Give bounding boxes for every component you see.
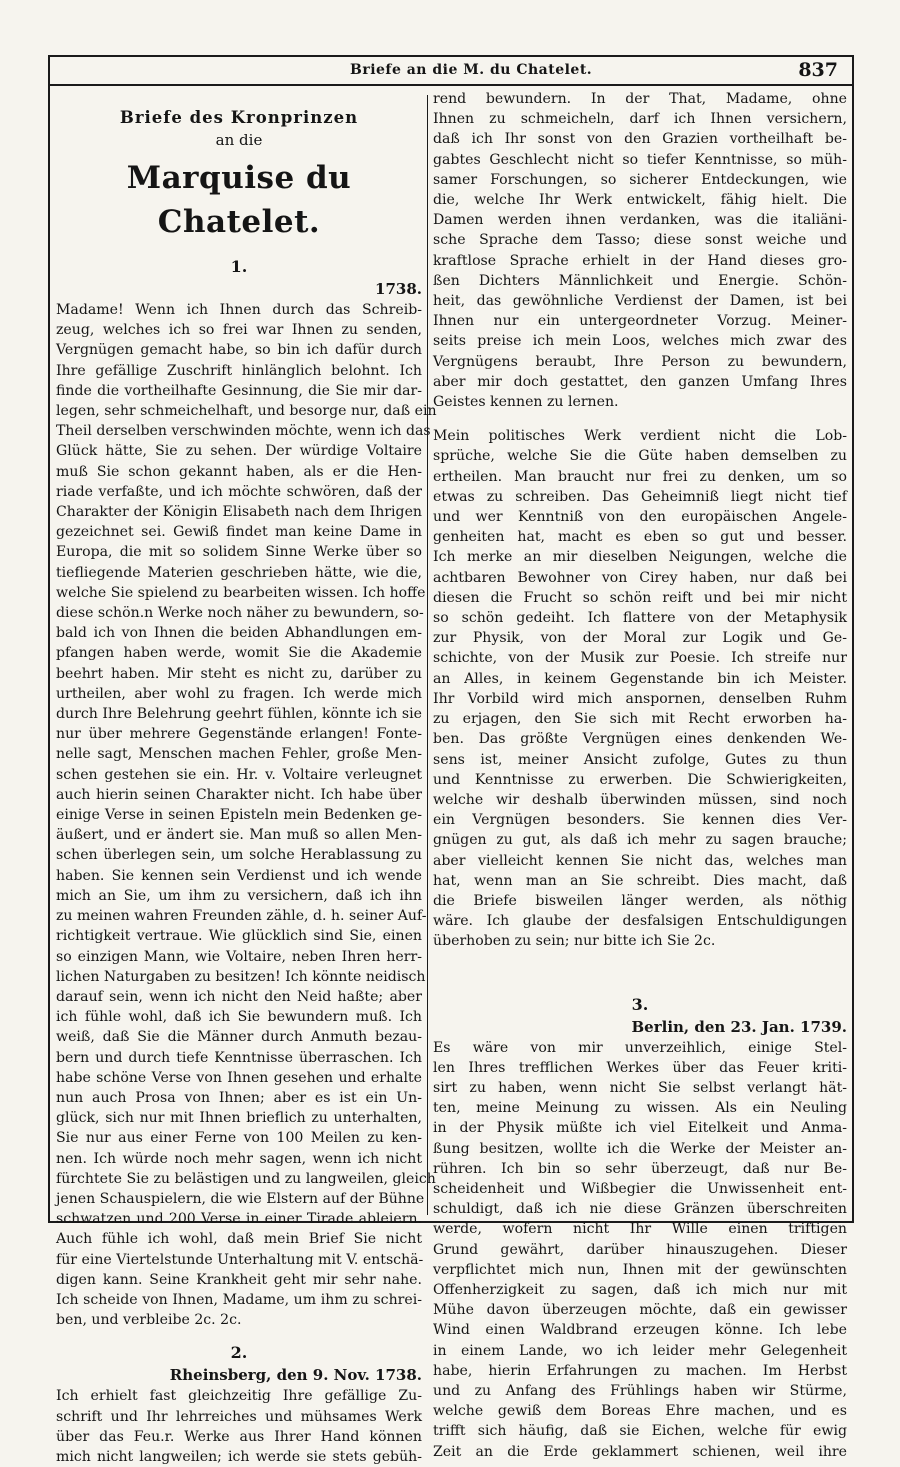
- text-line: Ihnen zu schmeicheln, darf ich Ihnen versichern,: [433, 111, 847, 128]
- text-line: die, welche Ihr Werk entwickelt, fähig hielt. Die: [433, 192, 847, 209]
- text-line: ben, und verbleibe 2c. 2c.: [56, 1312, 242, 1329]
- letter-3-body: [433, 1038, 847, 1462]
- text-line: Grund gewährt, darüber hinauszugehen. Dieser: [433, 1241, 847, 1258]
- text-line: finde die vortheilhafte Gesinnung, die Sie mir dar-: [56, 382, 422, 399]
- letter-1-date: 1738.: [375, 280, 422, 298]
- text-line: fürchtete Sie zu belästigen und zu langweilen, gleich: [56, 1170, 436, 1187]
- title-line-1: Briefe des Kronprinzen: [119, 108, 359, 127]
- text-line: Charakter der Königin Elisabeth nach dem Ihrigen: [56, 504, 422, 521]
- text-line: heit, das gewöhnliche Verdienst der Damen, ist bei: [433, 293, 847, 310]
- text-line: die Briefe bisweilen länger werden, als nöthig: [433, 892, 847, 909]
- text-line: sche Sprache dem Tasso; diese sonst weiche und: [433, 232, 847, 249]
- text-line: sprüche, welche Sie die Güte haben demselben zu: [433, 448, 847, 465]
- text-line: welche gewiß dem Boreas Ehre machen, und es: [433, 1403, 847, 1420]
- letter-2-continued: [433, 89, 847, 412]
- letter-2-body: [56, 1386, 422, 1467]
- text-line: achtbaren Bewohner von Cirey haben, nur daß bei: [433, 569, 847, 586]
- text-line: len Ihres trefflichen Werkes über das Feuer kriti-: [433, 1059, 847, 1076]
- text-line: Ich erhielt fast gleichzeitig Ihre gefällige Zu-: [56, 1388, 422, 1405]
- text-line: ßen Dichters Männlichkeit und Energie. Schön-: [433, 272, 847, 289]
- text-line: diesen die Frucht so schön reift und bei mir nicht: [433, 589, 847, 606]
- text-line: ein Vergnügen besonders. Sie kennen dies Ver-: [433, 812, 847, 829]
- page-number: 837: [798, 59, 838, 81]
- text-line: durch Ihre Belehrung geehrt fühlen, könnte ich sie: [56, 706, 422, 723]
- text-line: Mühe davon überzeugen möchte, daß ein gewisser: [433, 1302, 847, 1319]
- text-line: wäre. Ich glaube der desfalsigen Entschuldigungen: [433, 913, 847, 930]
- section-gap: [433, 952, 847, 982]
- text-line: ertheilen. Man braucht nur frei zu denken, um so: [433, 468, 847, 485]
- text-line: muß Sie schon gekannt haben, als er die Hen-: [56, 463, 422, 480]
- text-line: welche Sie spielend zu bearbeiten wissen. Ich hoffe: [56, 584, 426, 601]
- text-line: ßung besitzen, wollte ich die Werke der Meister an-: [433, 1140, 847, 1157]
- text-line: kraftlose Sprache erhielt in der Hand dieses gro-: [433, 252, 847, 269]
- letter-2-number: 2.: [230, 1343, 248, 1363]
- text-line: Damen werden ihnen verdanken, was die italiäni-: [433, 212, 847, 229]
- text-line: sens ist, meiner Ansicht zufolge, Gutes zu thun: [433, 751, 847, 768]
- letter-3-date: Berlin, den 23. Jan. 1739.: [631, 1017, 847, 1036]
- text-line: werde, wofern nicht Ihr Wille einen triftigen: [433, 1221, 847, 1238]
- text-line: Ihr Vorbild wird mich anspornen, denselben Ruhm: [433, 690, 847, 707]
- text-line: richtigkeit vertraue. Wie glücklich sind Sie, einen: [56, 928, 422, 945]
- text-line: ben. Das größte Vergnügen eines denkenden We-: [433, 731, 847, 748]
- letter-2-paragraph-2: [433, 426, 847, 951]
- text-line: äußert, und er ändert sie. Man muß so allen Men-: [56, 827, 422, 844]
- text-line: Zeit an die Erde geklammert schienen, weil ihre: [433, 1443, 847, 1460]
- letter-1-body: [56, 300, 437, 1330]
- text-line: scheidenheit und Wißbegier die Unwissenheit ent-: [433, 1180, 847, 1197]
- text-line: Es wäre von mir unverzeihlich, einige Stel-: [433, 1039, 847, 1056]
- text-line: sirt zu haben, wenn nicht Sie selbst verlangt hät-: [433, 1079, 847, 1096]
- text-line: Madame! Wenn ich Ihnen durch das Schreib-: [56, 302, 422, 318]
- title-main: Marquise du Chatelet.: [126, 160, 352, 240]
- text-line: rühren. Ich bin so sehr überzeugt, daß nur Be-: [433, 1160, 847, 1177]
- text-line: habe schöne Verse von Ihnen gesehen und erhalte: [56, 1069, 422, 1086]
- text-line: gnügen zu gut, als daß ich mehr zu sagen brauche;: [433, 832, 847, 849]
- text-line: Vergnügens beraubt, Ihre Person zu bewundern,: [433, 353, 847, 370]
- text-line: überhoben zu sein; nur bitte ich Sie 2c.: [433, 933, 716, 950]
- text-line: schuldigt, daß ich nie diese Gränzen überschreiten: [433, 1201, 847, 1218]
- text-line: digen kann. Seine Krankheit geht mir sehr nahe.: [56, 1271, 422, 1288]
- page-header: [50, 57, 852, 86]
- text-line: so einzigen Mann, wie Voltaire, neben Ihren herr-: [56, 948, 422, 965]
- text-line: nelle sagt, Menschen machen Fehler, große Men-: [56, 746, 422, 763]
- text-line: Geistes kennen zu lernen.: [433, 394, 619, 411]
- text-line: schen überlegen sein, um solche Herablassung zu: [56, 847, 422, 864]
- text-line: in der Physik müßte ich viel Eitelkeit und Anma-: [433, 1120, 847, 1137]
- text-line: habe, hierin Erfahrungen zu machen. Im Herbst: [433, 1362, 847, 1379]
- text-line: bald ich von Ihnen die beiden Abhandlungen em-: [56, 625, 422, 642]
- paragraph-gap: [433, 412, 847, 426]
- text-line: beehrt haben. Mir steht es nicht zu, darüber zu: [56, 665, 422, 682]
- text-line: pfangen haben werde, womit Sie die Akademie: [56, 645, 422, 662]
- text-line: daß ich Ihr sonst von den Grazien vortheilhaft be-: [433, 131, 847, 148]
- text-line: legen, sehr schmeichelhaft, und besorge nur, daß ein: [56, 403, 437, 420]
- text-line: Glück hätte, Sie zu sehen. Der würdige Voltaire: [56, 443, 422, 460]
- letter-1-number: 1.: [230, 257, 248, 276]
- text-line: genheiten hat, macht es eben so gut und besser.: [433, 529, 847, 546]
- text-line: auch hierin seinen Charakter nicht. Ich habe über: [56, 786, 422, 803]
- text-line: Mein politisches Werk verdient nicht die Lob-: [433, 428, 847, 445]
- text-line: Theil derselben verschwinden möchte, wenn ich das: [56, 423, 431, 440]
- text-line: Ihre gefällige Zuschrift hinlänglich belohnt. Ich: [56, 362, 422, 379]
- text-line: diese schön.n Werke noch näher zu bewundern, so-: [56, 605, 424, 622]
- text-line: urtheilen, aber wohl zu fragen. Ich werde mich: [56, 685, 422, 702]
- text-line: Europa, die mit so solidem Sinne Werke über so: [56, 544, 422, 561]
- text-line: Sie nur aus einer Ferne von 100 Meilen zu ken-: [56, 1130, 422, 1147]
- text-line: mich an Sie, um ihm zu versichern, daß ich ihn: [56, 887, 422, 904]
- text-line: Auch fühle ich wohl, daß mein Brief Sie nicht: [56, 1231, 422, 1248]
- text-line: und wer Kenntniß von den europäischen Angele-: [433, 509, 847, 526]
- text-line: ich fühle wohl, daß ich Sie bewundern muß. Ich: [56, 1009, 422, 1026]
- text-line: Offenherzigkeit zu sagen, daß ich mich nur mit: [433, 1281, 847, 1298]
- text-line: trifft sich häufig, daß sie Eichen, welche für ewig: [433, 1423, 847, 1440]
- text-line: tiefliegende Materien geschrieben hätte, wie die,: [56, 564, 422, 581]
- text-line: schrift und Ihr lehrreiches und mühsames Werk: [56, 1408, 422, 1425]
- text-line: zur Physik, von der Moral zur Logik und Ge-: [433, 630, 847, 647]
- text-line: samer Forschungen, so sicherer Entdeckungen, wie: [433, 171, 847, 188]
- text-line: gezeichnet sei. Gewiß findet man keine Dame in: [56, 524, 422, 541]
- title-line-2: an die: [215, 131, 263, 149]
- letter-3-number: 3.: [631, 994, 649, 1014]
- text-line: haben. Sie kennen sein Verdienst und ich wende: [56, 867, 422, 884]
- text-line: und Kenntnisse zu erwerben. Die Schwierigkeiten,: [433, 771, 847, 788]
- text-line: schen gestehen sie ein. Hr. v. Voltaire verleugnet: [56, 766, 422, 783]
- text-line: zu meinen wahren Freunden zähle, d. h. seiner Auf-: [56, 908, 427, 925]
- text-line: mich nicht langweilen; ich werde sie stets gebüh-: [56, 1448, 422, 1465]
- text-line: weiß, daß Sie die Männer durch Anmuth bezau-: [56, 1029, 422, 1046]
- text-line: so schön gedeiht. Ich flattere von der Metaphysik: [433, 610, 847, 627]
- text-line: einige Verse in seinen Episteln mein Bedenken ge-: [56, 807, 422, 824]
- text-line: verpflichtet mich nun, Ihnen mit der gewünschten: [433, 1261, 847, 1278]
- text-line: bern und durch tiefe Kenntnisse überraschen. Ich: [56, 1049, 422, 1066]
- running-head: Briefe an die M. du Chatelet.: [350, 62, 593, 78]
- text-line: riade verfaßte, und ich möchte schwören, daß der: [56, 483, 422, 500]
- text-line: über das Feu.r. Werke aus Ihrer Hand können: [56, 1428, 422, 1445]
- text-line: Vergnügen gemacht habe, so bin ich dafür durch: [56, 342, 422, 359]
- right-column: [433, 89, 847, 1460]
- text-line: nur über mehrere Gegenstände erlangen! Fonte-: [56, 726, 422, 743]
- text-line: rend bewundern. In der That, Madame, ohne: [433, 91, 847, 107]
- text-line: in einem Lande, wo ich leider mehr Gelegenheit: [433, 1342, 847, 1359]
- text-line: seits preise ich mein Loos, welches mich zwar des: [433, 333, 847, 350]
- text-line: und zu Anfang des Frühlings haben wir Stürme,: [433, 1382, 847, 1399]
- text-line: zeug, welches ich so frei war Ihnen zu senden,: [56, 322, 422, 339]
- text-line: aber vielleicht kennen Sie nicht das, welches man: [433, 852, 847, 869]
- text-line: zu erjagen, den Sie sich mit Recht erworben ha-: [433, 711, 847, 728]
- letter-2-date: Rheinsberg, den 9. Nov. 1738.: [169, 1366, 422, 1385]
- text-line: schichte, von der Musik zur Poesie. Ich streife nur: [433, 650, 847, 667]
- left-column: [56, 94, 437, 1465]
- text-line: für eine Viertelstunde Unterhaltung mit V. entschä-: [56, 1251, 424, 1268]
- text-line: ten, meine Meinung zu wissen. Als ein Neuling: [433, 1100, 847, 1117]
- text-line: aber mir doch gestattet, den ganzen Umfang Ihres: [433, 373, 847, 390]
- text-line: glück, sich nur mit Ihnen brieflich zu unterhalten,: [56, 1110, 422, 1127]
- text-line: nun auch Prosa von Ihnen; aber es ist ein Un-: [56, 1089, 422, 1106]
- page-frame: [48, 55, 854, 1465]
- text-line: darauf sein, wenn ich nicht den Neid haßte; aber: [56, 988, 422, 1005]
- text-line: lichen Naturgaben zu besitzen! Ich könnte neidisch: [56, 968, 426, 985]
- text-line: Ich scheide von Ihnen, Madame, um ihm zu schrei-: [56, 1291, 422, 1308]
- column-divider: [427, 95, 428, 1215]
- text-line: nen. Ich würde noch mehr sagen, wenn ich nicht: [56, 1150, 422, 1167]
- text-line: Ihnen nur ein untergeordneter Vorzug. Meiner-: [433, 313, 847, 330]
- text-line: an Alles, in keinem Gegenstande bin ich Meister.: [433, 670, 847, 687]
- text-line: Wind einen Waldbrand erzeugen könne. Ich lebe: [433, 1322, 847, 1339]
- text-line: hat, wenn man an Sie schreibt. Dies macht, daß: [433, 872, 847, 889]
- text-line: jenen Schauspielern, die wie Elstern auf der Bühne: [56, 1190, 425, 1207]
- text-line: etwas zu schreiben. Das Geheimniß liegt nicht tief: [433, 488, 847, 505]
- text-line: welche wir deshalb überwinden müssen, sind noch: [433, 791, 847, 808]
- text-line: Ich merke an mir dieselben Neigungen, welche die: [433, 549, 847, 566]
- text-line: schwatzen und 200 Verse in einer Tirade ableiern.: [56, 1211, 422, 1228]
- text-line: gabtes Geschlecht nicht so tiefer Kenntnisse, so müh-: [433, 151, 847, 168]
